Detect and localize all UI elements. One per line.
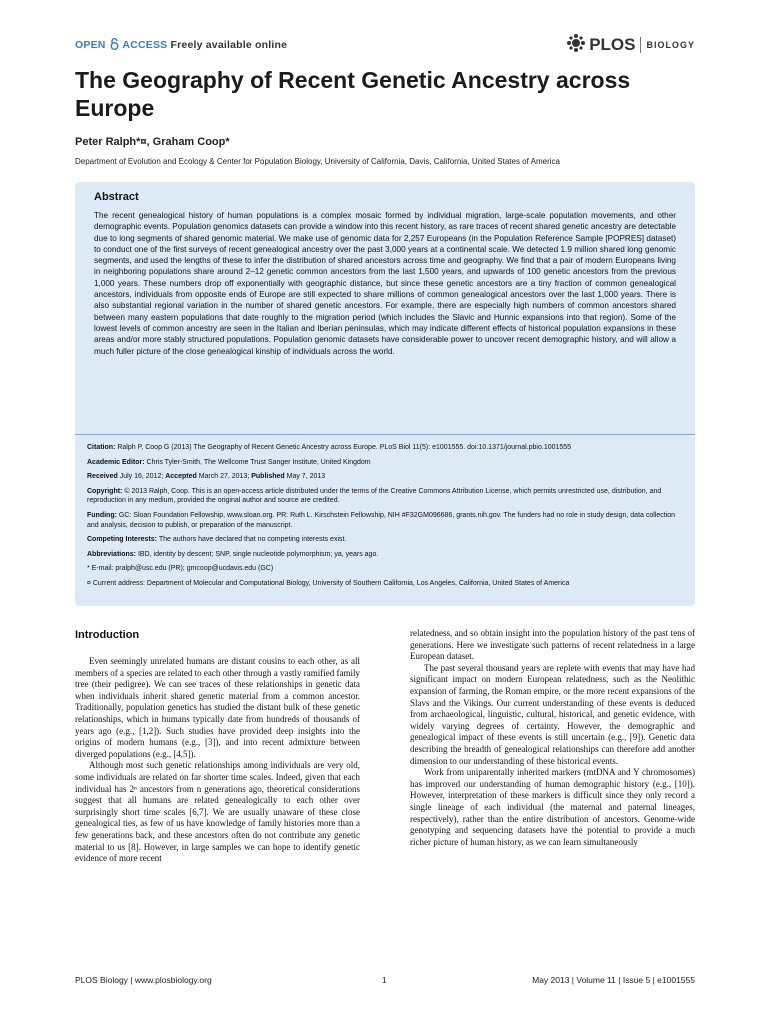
body-column-right [410, 628, 695, 848]
plos-logo[interactable] [566, 34, 695, 56]
journal-name: BIOLOGY [646, 40, 695, 50]
footer-issue: May 2013 | Volume 11 | Issue 5 | e1001555 [532, 975, 695, 985]
plos-logo-icon [566, 33, 586, 58]
abbreviations: Abbreviations: IBD, identity by descent; SNP, single nucleotide polymorphism; ya, years ago. [87, 550, 379, 558]
body-paragraph: Work from uniparentally inherited markers (mtDNA and Y chromosomes) has improved our understanding of human demographic history (e.g., [10]). However, interpretation of these markers is difficult since they only record a single lineage of each individual (the maternal and paternal lineages, respectively), rather than the entire distribution of ancestors. Genome-wide genotyping and sequencing datasets have the potential to provide a much richer picture of human history, as we can learn simultaneously [410, 767, 695, 847]
email: * E-mail: pralph@usc.edu (PR); gmcoop@ucdavis.edu (GC) [87, 565, 274, 573]
article-title: The Geography of Recent Genetic Ancestry across Europe [75, 67, 631, 121]
copyright: Copyright: © 2013 Ralph, Coop. This is an open-access article distributed under the terms of the Creative Commons Attribution License, which permits unrestricted use, distribution, and reproduction in any medium, provided the original author and source are credited. [87, 487, 662, 505]
academic-editor: Academic Editor: Chris Tyler-Smith, The Wellcome Trust Sanger Institute, United Kingdom [87, 458, 371, 466]
freely-available-text: Freely available online [170, 39, 288, 51]
body-paragraph: Even seemingly unrelated humans are distant cousins to each other, as all members of a species are related to each other through a vastly ramified family tree (their pedigree). We can see traces of these relationships in genetic data when individuals inherit shared genetic material from a common ancestor. Traditionally, population genetics has studied the distant bulk of these genetic relationships, which in humans typically date from hundreds of thousands of years ago (e.g., [1,2]). Such studies have provided deep insights into the origins of modern humans (e.g., [3]), and into recent admixture between diverged populations (e.g., [4,5]). [75, 656, 360, 759]
body-paragraph: relatedness, and so obtain insight into the population history of the past tens of generations. Here we investigate such patterns of recent relatedness in a large European dataset. [410, 628, 695, 662]
plos-brand: PLOS [589, 35, 636, 54]
body-column-left [75, 628, 360, 865]
dates: Received July 16, 2012; Accepted March 27, 2013; Published May 7, 2013 [87, 473, 326, 481]
open-lock-icon [110, 38, 119, 53]
page-footer [75, 975, 695, 989]
abstract-heading: Abstract [94, 191, 139, 203]
open-access-label [75, 38, 287, 53]
open-text: OPEN [75, 39, 106, 51]
journal-header [75, 34, 695, 56]
abstract-text: The recent genealogical history of human populations is a complex mosaic formed by individual migration, large-scale population movements, and other demographic events. Population genomics datasets can provide a window into this recent history, as rare traces of recent shared genetic ancestry are detectable due to long segments of shared genomic material. We make use of genomic data for 2,257 Europeans (in the Population Reference Sample [POPRES] dataset) to conduct one of the first surveys of recent genealogical ancestry over the past 3,000 years at a continental scale. We detected 1.9 million shared long genomic segments, and used the lengths of these to infer the distribution of shared ancestors across time and geography. We find that a pair of modern Europeans living in neighboring populations share around 2–12 genetic common ancestors from the last 1,500 years, and upwards of 100 genetic ancestors from the previous 1,000 years. These numbers drop off exponentially with geographic distance, but since these genetic ancestors are a tiny fraction of common genealogical ancestors, individuals from opposite ends of Europe are still expected to share millions of common genealogical ancestors over the last 1,000 years. There is also substantial regional variation in the number of shared genetic ancestors. For example, there are especially high numbers of common ancestors shared between many eastern populations that date roughly to the migration period (which includes the Slavic and Hunnic expansions into that region). Some of the lowest levels of common ancestry are seen in the Italian and Iberian peninsulas, which may indicate different effects of historical population expansions in these areas and/or more stably structured populations. Population genomic datasets have considerable power to uncover recent demographic history, and will allow a much fuller picture of the close genealogical kinship of individuals across the world. [94, 211, 676, 356]
body-paragraph: Although most such genetic relationships among individuals are very old, some individuals are related on far shorter time scales. Indeed, given that each individual has 2ⁿ ancestors from n generations ago, theoretical considerations suggest that all humans are related genealogically to each other over surprisingly short time scales [6,7]. We are usually unaware of these close genealogical ties, as few of us have knowledge of family histories more than a few generations back, and these ancestors often do not contribute any genetic material to us [8]. However, in large samples we can hope to identify genetic evidence of more recent [75, 760, 360, 864]
current-address: ¤ Current address: Department of Molecular and Computational Biology, University of Southern California, Los Angeles, California, United States of America [87, 579, 570, 587]
competing-interests: Competing Interests: The authors have declared that no competing interests exist. [87, 536, 347, 544]
access-text: ACCESS [122, 39, 168, 51]
article-metadata [87, 443, 683, 594]
citation: Citation: Ralph P, Coop G (2013) The Geography of Recent Genetic Ancestry across Europe. PLoS Biol 11(5): e1001555. doi:10.1371/journal.pbio.1001555 [87, 444, 572, 451]
body-paragraph: The past several thousand years are replete with events that may have had significant impact on modern European relatedness, such as the Neolithic expansion of farming, the Roman empire, or the more recent expansions of the Slavs and the Vikings. Our current understanding of these events is deduced from archaeological, linguistic, cultural, historical, and genetic evidence, with widely varying degrees of certainty. However, the demographic and genealogical impact of these events is still uncertain (e.g., [9]). Genetic data describing the breadth of genealogical relationships can therefore add another dimension to our understanding of these historical events. [410, 662, 695, 766]
affiliation: Department of Evolution and Ecology & Center for Population Biology, University of California, Davis, California, United States of America [75, 157, 560, 166]
introduction-heading: Introduction [75, 629, 140, 641]
page-number: 1 [382, 975, 387, 985]
logo-divider [640, 37, 641, 53]
funding: Funding: GC: Sloan Foundation Fellowship, www.sloan.org. PR: Ruth L. Kirschstein Fellowship, NIH #F32GM096686, grants.nih.gov. The funders had no role in study design, data collection and analysis, decision to publish, or preparation of the manuscript. [87, 511, 676, 529]
footer-journal: PLOS Biology | www.plosbiology.org [75, 975, 212, 985]
authors: Peter Ralph*¤, Graham Coop* [75, 136, 230, 148]
abstract-divider [75, 434, 695, 435]
